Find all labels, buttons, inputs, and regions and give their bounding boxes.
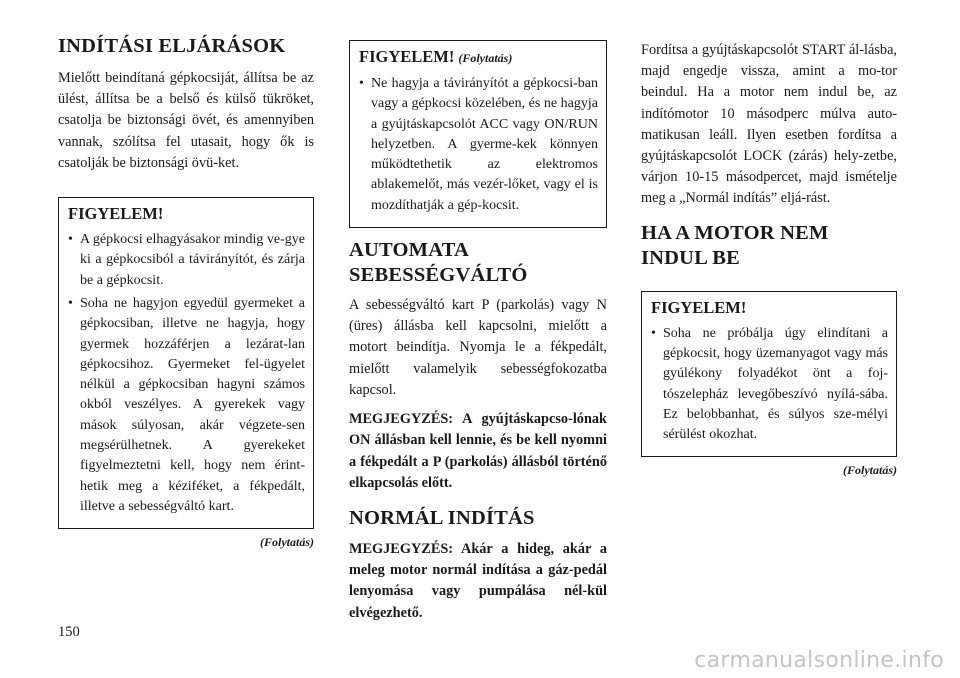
warning-title: FIGYELEM!: [651, 297, 747, 317]
intro-paragraph: Mielőtt beindítaná gépkocsiját, állítsa be az ülést, állítsa be a belső és külső tükröket, csatolja be biztonsági övét, és amennyiben vannak, szólítsa fel utasait, hogy ők is csatolják be biztonsági övü-ket.: [58, 70, 314, 171]
section-title-normal-start: NORMÁL INDÍTÁS: [349, 506, 535, 529]
page-number: 150: [58, 624, 80, 640]
warning-box: [641, 291, 897, 458]
warning-box: [58, 197, 314, 529]
column-right: [641, 40, 897, 478]
column-left: [58, 34, 314, 550]
warning-list: [68, 230, 305, 517]
warning-title: FIGYELEM!: [68, 204, 164, 224]
watermark-text: carmanualsonline.info: [694, 648, 944, 673]
warning-continued-label: (Folytatás): [458, 51, 513, 65]
section-title-engine-fails: HA A MOTOR NEM INDUL BE: [641, 221, 829, 269]
warning-item: • Soha ne próbálja úgy elindítani a gépkocsit, hogy üzemanyagot vagy más gyúlékony folyadékot önt a foj-tószelepház levegőbeszívó nyílá-sába. Ez belobbanhat, és súlyos sze-mélyi sérülést okozhat.: [651, 325, 888, 443]
warning-item: • A gépkocsi elhagyásakor mindig ve-gye ki a gépkocsiból a távirányítót, és zárja be a gépkocsit.: [68, 232, 305, 288]
bullet-icon: •: [359, 76, 364, 91]
column-middle: [349, 40, 607, 624]
continued-label: (Folytatás): [843, 463, 897, 478]
bullet-icon: •: [68, 295, 73, 311]
transmission-paragraph: A sebességváltó kart P (parkolás) vagy N (üres) állásba kell kapcsolni, mielőtt a motort beindítja. Nyomja le a fékpedált, mielőtt valamelyik sebességfokozatba kapcsol.: [349, 297, 607, 398]
section-title-starting-procedures: INDÍTÁSI ELJÁRÁSOK: [58, 35, 286, 57]
start-instructions-paragraph: Fordítsa a gyújtáskapcsolót START ál-lásba, majd engedje vissza, amint a mo-tor beindul. Ha a motor nem indul be, az indítómotor 10 másodperc múlva auto-matikusan leáll. Ilyen esetben fordítsa a gyújtáskapcsolót LOCK (zárás) hely-zetbe, várjon 10-15 másodpercet, majd ismételje meg a „Normál indítás” eljá-rást.: [641, 42, 897, 207]
warning-item: • Soha ne hagyjon egyedül gyermeket a gépkocsiban, illetve ne hagyja, hogy gyermek hozzáférjen a lezárat-lan gépkocsihoz. Gyermeket fel-ügyelet nélkül a gépkocsiban hagyni számos okból veszélyes. A gyerekek vagy mások súlyosan, akár végzete-sen megsérülhetnek. A gyerekeket figyelmeztetni kell, hogy nem érint-hetik meg a kéziféket, a fékpedált, illetve a sebességváltó kart.: [68, 295, 305, 514]
section-title-automatic-transmission: AUTOMATA SEBESSÉGVÁLTÓ: [349, 239, 528, 287]
normal-start-note: MEGJEGYZÉS: Akár a hideg, akár a meleg motor normál indítása a gáz-pedál lenyomása vagy pumpálása nél-kül elvégezhető.: [349, 540, 607, 621]
warning-item: • Ne hagyja a távirányítót a gépkocsi-ban vagy a gépkocsi közelében, és ne hagyja a gyújtáskapcsolót ACC vagy ON/RUN helyzetben. A gyerme-kek könnyen működtethetik az elektromos ablakemelőt, más vezér-lőket, vagy el is mozdíthatják a gép-kocsit.: [359, 76, 598, 213]
bullet-icon: •: [651, 325, 656, 341]
warning-title: FIGYELEM! (Folytatás): [359, 47, 513, 66]
warning-list: [651, 324, 888, 446]
bullet-icon: •: [68, 232, 73, 248]
warning-list: [359, 74, 598, 216]
continued-label: (Folytatás): [260, 535, 314, 550]
transmission-note: MEGJEGYZÉS: A gyújtáskapcso-lónak ON állásban kell lennie, és be kell nyomni a fékpedált a P (parkolás) állásból történő elkapcsolás előtt.: [349, 411, 607, 491]
warning-box-continued: [349, 40, 607, 228]
